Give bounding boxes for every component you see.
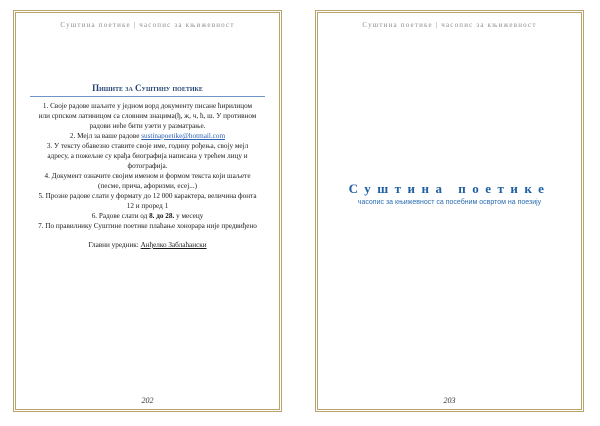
journal-subtitle: часопис за књижевност са посебним освртом на поезију — [357, 199, 542, 206]
rule-6-dates: 8. до 28. — [149, 212, 175, 220]
running-head: Суштина поетике | часопис за књижевност — [362, 21, 537, 29]
left-page — [13, 10, 282, 412]
rule-1: 1. Своје радове шаљите у једном ворд документу писане ћирилицом или српском латиницом са словним знацима(ђ, ж, ч, ћ, ш. У противном радови неће бити узети у разматрање. — [38, 102, 257, 130]
page-heading: Пишите за Суштину поетике — [30, 83, 265, 97]
rule-2-text: 2. Мејл за ваше радове — [69, 132, 140, 140]
rule-5: 5. Прозне радове слати у формату до 12 000 карактера, величина фонта 12 и проред 1 — [38, 192, 257, 210]
journal-title: Суштина поетике — [348, 181, 551, 196]
right-page — [315, 10, 584, 412]
rule-6 — [38, 211, 257, 221]
editor-label: Главни уредник: — [88, 241, 139, 249]
editor-line — [38, 240, 257, 250]
rule-7: 7. По правилнику Суштине поетике плаћање хонорара није предвиђено — [38, 222, 257, 230]
page-number-right: 203 — [443, 396, 456, 405]
rule-2 — [38, 131, 257, 141]
rule-4: 4. Документ означите својим именом и формом текста који шаљете (песме, прича, афоризми, есеј...) — [44, 172, 251, 190]
running-head: Суштина поетике | часопис за књижевност — [60, 21, 235, 29]
submission-rules — [38, 101, 257, 250]
editor-name: Анђелко Заблаћански — [140, 241, 207, 249]
rule-6-text: 6. Радове слати од — [91, 212, 148, 220]
rule-3: 3. У тексту обавезно ставите своје име, годину рођења, своју мејл адресу, а пожељне су крађа биографија написана у трећем лицу и фотографија. — [46, 142, 249, 170]
rule-6-suffix: у месецу — [176, 212, 204, 220]
email-link[interactable]: sustinapoetike@hotmail.com — [141, 132, 226, 140]
page-number-left: 202 — [141, 396, 154, 405]
